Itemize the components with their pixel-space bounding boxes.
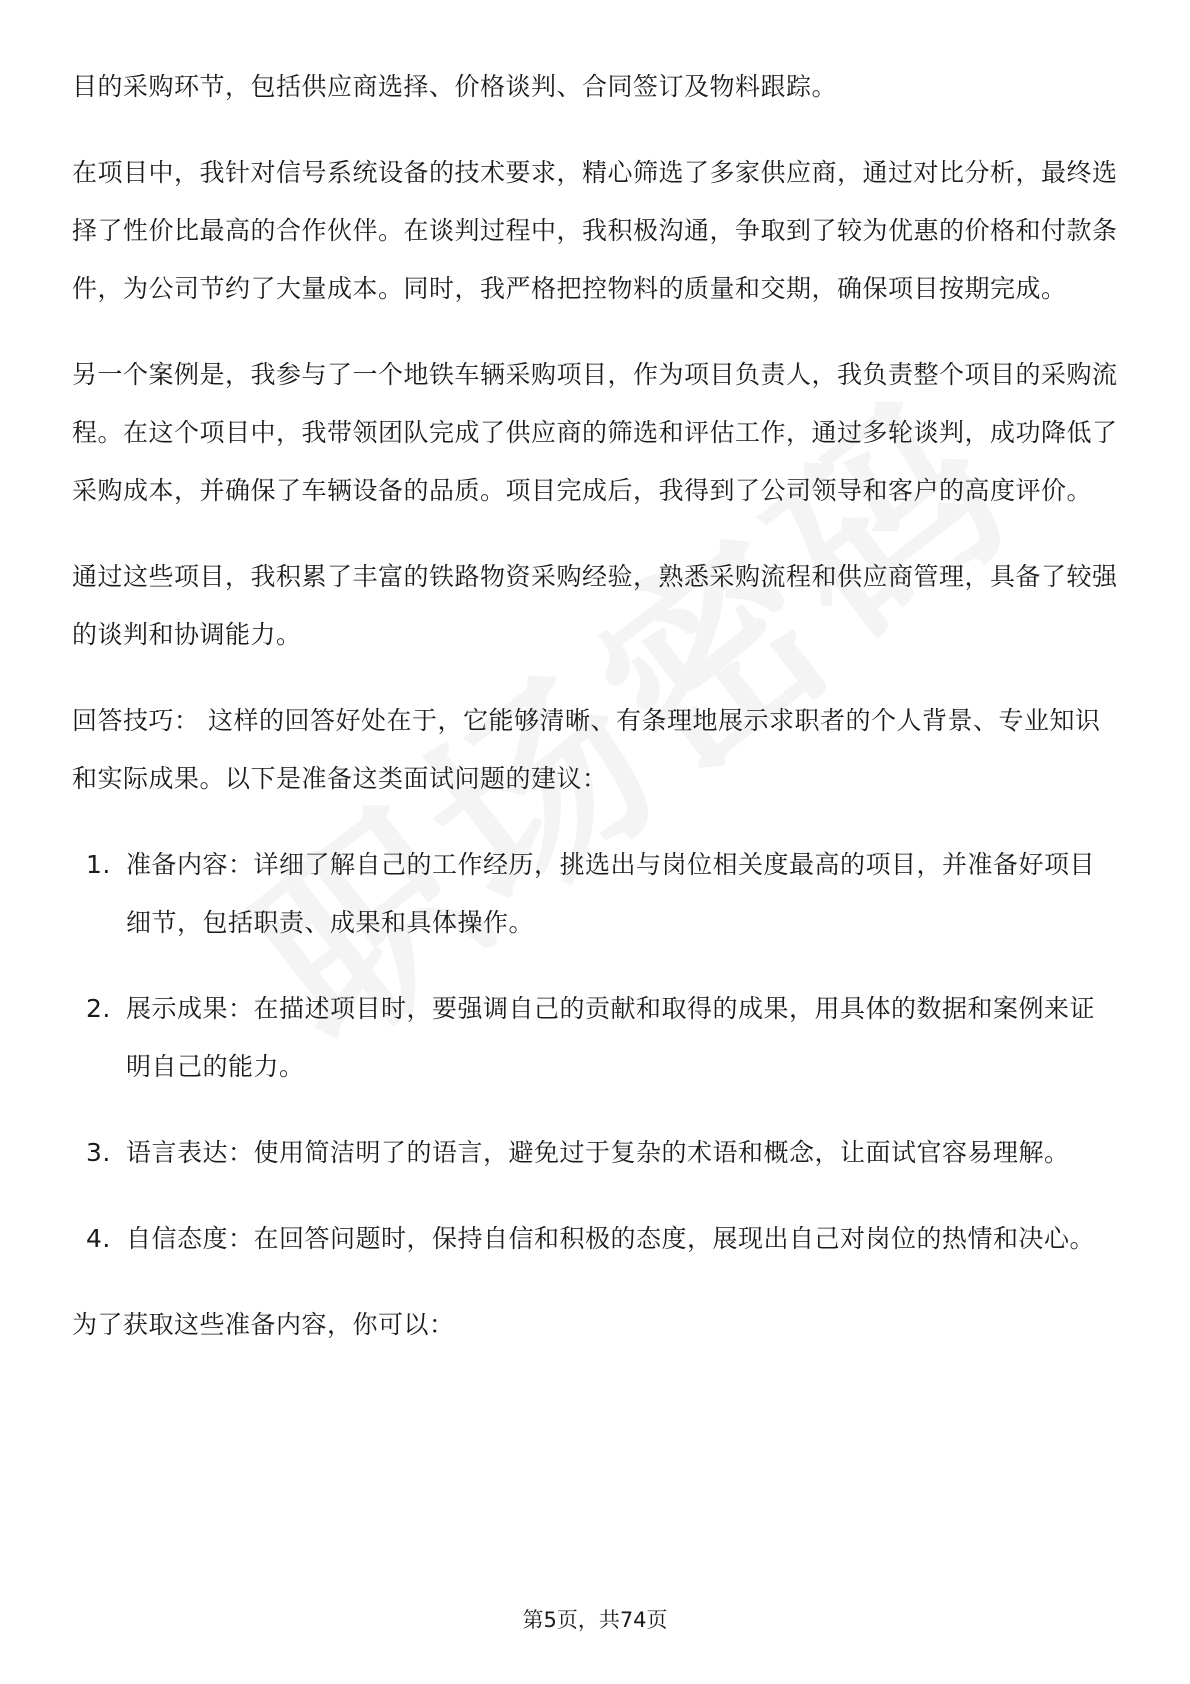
list-number: 4. [86,1224,111,1253]
list-number: 3. [86,1138,111,1167]
list-text: 展示成果：在描述项目时，要强调自己的贡献和取得的成果，用具体的数据和案例来证明自己的能力。 [126,994,1096,1081]
list-item [72,1210,1118,1268]
paragraph-4: 通过这些项目，我积累了丰富的铁路物资采购经验，熟悉采购流程和供应商管理，具备了较强的谈判和协调能力。 [72,562,1118,649]
paragraph-2: 在项目中，我针对信号系统设备的技术要求，精心筛选了多家供应商，通过对比分析，最终选择了性价比最高的合作伙伴。在谈判过程中，我积极沟通，争取到了较为优惠的价格和付款条件，为公司节约了大量成本。同时，我严格把控物料的质量和交期，确保项目按期完成。 [72,158,1118,303]
paragraph-5: 回答技巧： 这样的回答好处在于，它能够清晰、有条理地展示求职者的个人背景、专业知识和实际成果。以下是准备这类面试问题的建议： [72,706,1101,793]
list-number: 2. [86,994,111,1023]
list-number: 1. [86,850,111,879]
list-text: 语言表达：使用简洁明了的语言，避免过于复杂的术语和概念，让面试官容易理解。 [126,1138,1070,1167]
list-text: 自信态度：在回答问题时，保持自信和积极的态度，展现出自己对岗位的热情和决心。 [126,1224,1096,1253]
tips-list [72,836,1118,1268]
paragraph-3: 另一个案例是，我参与了一个地铁车辆采购项目，作为项目负责人，我负责整个项目的采购流程。在这个项目中，我带领团队完成了供应商的筛选和评估工作，通过多轮谈判，成功降低了采购成本，并确保了车辆设备的品质。项目完成后，我得到了公司领导和客户的高度评价。 [72,360,1118,505]
page-footer: 第5页，共74页 [522,1608,668,1632]
document-body [72,58,1118,1382]
paragraph-1: 目的采购环节，包括供应商选择、价格谈判、合同签订及物料跟踪。 [72,72,838,101]
list-item [72,836,1118,952]
paragraph-bottom: 为了获取这些准备内容，你可以： [72,1310,455,1339]
list-item [72,1124,1118,1182]
list-item [72,980,1118,1096]
list-text: 准备内容：详细了解自己的工作经历，挑选出与岗位相关度最高的项目，并准备好项目细节，包括职责、成果和具体操作。 [126,850,1096,937]
